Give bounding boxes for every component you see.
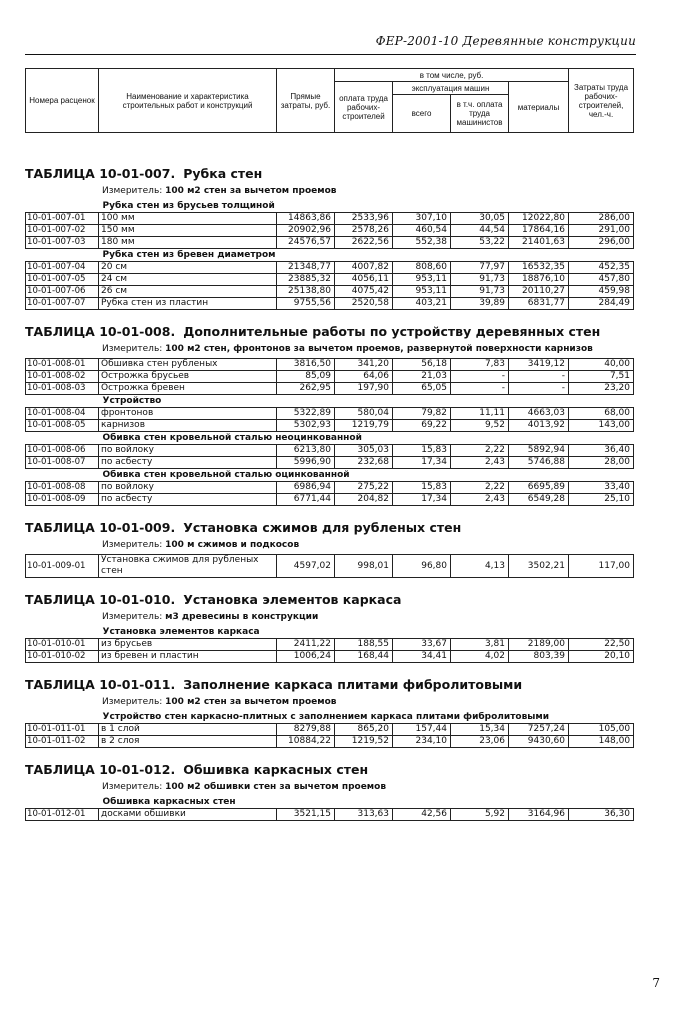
table-number: ТАБЛИЦА 10-01-011. xyxy=(25,677,176,692)
direct-cost: 6213,80 xyxy=(277,445,335,457)
machines-total: 96,80 xyxy=(393,555,451,578)
materials: 6831,77 xyxy=(509,298,569,310)
work-name: Установка сжимов для рубленых стен xyxy=(99,555,277,578)
table-name: Заполнение каркаса плитами фибролитовыми xyxy=(183,677,523,692)
work-name: из бревен и пластин xyxy=(99,651,277,663)
group-heading-row xyxy=(26,249,634,262)
wages: 1219,52 xyxy=(335,736,393,748)
table-row xyxy=(26,736,634,748)
wages: 204,82 xyxy=(335,494,393,506)
machines-total: 15,83 xyxy=(393,445,451,457)
machinist-wages: 11,11 xyxy=(451,408,509,420)
rate-code: 10-01-008-06 xyxy=(26,445,99,457)
table-row xyxy=(26,286,634,298)
measurement-label: Измеритель: xyxy=(102,612,163,622)
group-heading-row xyxy=(26,200,634,213)
table-number: ТАБЛИЦА 10-01-012. xyxy=(25,762,176,777)
work-name: по асбесту xyxy=(99,494,277,506)
labor-hours: 28,00 xyxy=(569,457,634,469)
machines-total: 403,21 xyxy=(393,298,451,310)
wages: 305,03 xyxy=(335,445,393,457)
direct-cost: 3521,15 xyxy=(277,809,335,821)
direct-cost: 6986,94 xyxy=(277,482,335,494)
measurement-unit xyxy=(25,540,633,554)
wages: 2622,56 xyxy=(335,237,393,249)
labor-hours: 284,49 xyxy=(569,298,634,310)
direct-cost: 14863,86 xyxy=(277,213,335,225)
labor-hours: 291,00 xyxy=(569,225,634,237)
table-row xyxy=(26,555,634,578)
rate-code: 10-01-012-01 xyxy=(26,809,99,821)
machines-total: 21,03 xyxy=(393,371,451,383)
machines-total: 42,56 xyxy=(393,809,451,821)
col-materials: материалы xyxy=(509,82,569,133)
group-heading: Устройство xyxy=(26,395,634,408)
materials: 12022,80 xyxy=(509,213,569,225)
machines-total: 15,83 xyxy=(393,482,451,494)
machinist-wages: 7,83 xyxy=(451,359,509,371)
wages: 64,06 xyxy=(335,371,393,383)
work-name: по асбесту xyxy=(99,457,277,469)
work-name: Рубка стен из пластин xyxy=(99,298,277,310)
wages: 4007,82 xyxy=(335,262,393,274)
materials: 3419,12 xyxy=(509,359,569,371)
machines-total: 953,11 xyxy=(393,286,451,298)
wages: 341,20 xyxy=(335,359,393,371)
table-row xyxy=(26,482,634,494)
table-row xyxy=(26,225,634,237)
table-name: Установка сжимов для рубленых стен xyxy=(183,520,462,535)
machines-total: 953,11 xyxy=(393,274,451,286)
table-row xyxy=(26,237,634,249)
group-heading: Обивка стен кровельной сталью неоцинкованной xyxy=(26,432,634,445)
direct-cost: 3816,50 xyxy=(277,359,335,371)
rates-table xyxy=(25,200,634,310)
direct-cost: 24576,57 xyxy=(277,237,335,249)
labor-hours: 296,00 xyxy=(569,237,634,249)
table-name: Обшивка каркасных стен xyxy=(183,762,369,777)
labor-hours: 105,00 xyxy=(569,724,634,736)
machinist-wages: 2,22 xyxy=(451,482,509,494)
labor-hours: 25,10 xyxy=(569,494,634,506)
measurement-label: Измеритель: xyxy=(102,782,163,792)
rate-code: 10-01-011-02 xyxy=(26,736,99,748)
wages: 313,63 xyxy=(335,809,393,821)
rate-code: 10-01-008-05 xyxy=(26,420,99,432)
table-name: Дополнительные работы по устройству деревянных стен xyxy=(183,324,601,339)
work-name: по войлоку xyxy=(99,482,277,494)
work-name: по войлоку xyxy=(99,445,277,457)
wages: 865,20 xyxy=(335,724,393,736)
wages: 168,44 xyxy=(335,651,393,663)
col-group: в том числе, руб. xyxy=(335,69,569,82)
table-name: Рубка стен xyxy=(183,166,263,181)
measurement-unit xyxy=(25,697,633,711)
col-name: Наименование и характеристика строительных работ и конструкций xyxy=(99,69,277,133)
materials: 9430,60 xyxy=(509,736,569,748)
materials: 18876,10 xyxy=(509,274,569,286)
measurement-value: 100 м2 обшивки стен за вычетом проемов xyxy=(165,782,387,792)
table-row xyxy=(26,383,634,395)
direct-cost: 6771,44 xyxy=(277,494,335,506)
machines-total: 234,10 xyxy=(393,736,451,748)
measurement-label: Измеритель: xyxy=(102,697,163,707)
machines-total: 17,34 xyxy=(393,457,451,469)
measurement-unit xyxy=(25,612,633,626)
machinist-wages: 9,52 xyxy=(451,420,509,432)
machinist-wages: 23,06 xyxy=(451,736,509,748)
col-wages: оплата труда рабочих-строителей xyxy=(335,82,393,133)
machinist-wages: 5,92 xyxy=(451,809,509,821)
labor-hours: 40,00 xyxy=(569,359,634,371)
tables-body xyxy=(25,152,633,821)
labor-hours: 117,00 xyxy=(569,555,634,578)
machinist-wages: 91,73 xyxy=(451,274,509,286)
materials: 5892,94 xyxy=(509,445,569,457)
labor-hours: 143,00 xyxy=(569,420,634,432)
materials: 6549,28 xyxy=(509,494,569,506)
group-heading-row xyxy=(26,796,634,809)
rate-code: 10-01-007-04 xyxy=(26,262,99,274)
machines-total: 17,34 xyxy=(393,494,451,506)
table-row xyxy=(26,262,634,274)
table-row xyxy=(26,651,634,663)
rates-table xyxy=(25,796,634,821)
rate-code: 10-01-007-03 xyxy=(26,237,99,249)
materials: 16532,35 xyxy=(509,262,569,274)
machinist-wages: - xyxy=(451,371,509,383)
measurement-value: 100 м2 стен за вычетом проемов xyxy=(165,697,337,707)
machines-total: 157,44 xyxy=(393,724,451,736)
measurement-unit xyxy=(25,782,633,796)
rate-code: 10-01-008-04 xyxy=(26,408,99,420)
measurement-unit xyxy=(25,186,633,200)
col-machines-total: всего xyxy=(393,95,451,133)
table-row xyxy=(26,213,634,225)
direct-cost: 2411,22 xyxy=(277,639,335,651)
page-header: ФЕР-2001-10 Деревянные конструкции xyxy=(375,34,636,48)
rate-code: 10-01-011-01 xyxy=(26,724,99,736)
labor-hours: 23,20 xyxy=(569,383,634,395)
table-row xyxy=(26,371,634,383)
labor-hours: 452,35 xyxy=(569,262,634,274)
machines-total: 307,10 xyxy=(393,213,451,225)
work-name: 26 см xyxy=(99,286,277,298)
table-number: ТАБЛИЦА 10-01-009. xyxy=(25,520,176,535)
table-row xyxy=(26,420,634,432)
rate-code: 10-01-008-02 xyxy=(26,371,99,383)
table-number: ТАБЛИЦА 10-01-010. xyxy=(25,592,176,607)
machinist-wages: 4,13 xyxy=(451,555,509,578)
measurement-unit xyxy=(25,344,633,358)
wages: 2520,58 xyxy=(335,298,393,310)
group-heading-row xyxy=(26,469,634,482)
rate-code: 10-01-008-08 xyxy=(26,482,99,494)
rate-code: 10-01-010-01 xyxy=(26,639,99,651)
table-row xyxy=(26,298,634,310)
materials: 7257,24 xyxy=(509,724,569,736)
measurement-label: Измеритель: xyxy=(102,344,163,354)
wages: 4056,11 xyxy=(335,274,393,286)
machinist-wages: 30,05 xyxy=(451,213,509,225)
labor-hours: 68,00 xyxy=(569,408,634,420)
measurement-value: 100 м2 стен за вычетом проемов xyxy=(165,186,337,196)
direct-cost: 21348,77 xyxy=(277,262,335,274)
materials: - xyxy=(509,383,569,395)
wages: 4075,42 xyxy=(335,286,393,298)
machinist-wages: 53,22 xyxy=(451,237,509,249)
machines-total: 69,22 xyxy=(393,420,451,432)
group-heading-row xyxy=(26,626,634,639)
labor-hours: 148,00 xyxy=(569,736,634,748)
materials: 2189,00 xyxy=(509,639,569,651)
table-title xyxy=(25,152,633,186)
work-name: карнизов xyxy=(99,420,277,432)
group-heading: Рубка стен из бревен диаметром xyxy=(26,249,634,262)
rate-code: 10-01-008-07 xyxy=(26,457,99,469)
direct-cost: 9755,56 xyxy=(277,298,335,310)
wages: 232,68 xyxy=(335,457,393,469)
page-number: 7 xyxy=(652,976,660,990)
table-row xyxy=(26,809,634,821)
machines-total: 79,82 xyxy=(393,408,451,420)
materials: - xyxy=(509,371,569,383)
table-row xyxy=(26,408,634,420)
machinist-wages: 2,43 xyxy=(451,494,509,506)
rates-table xyxy=(25,554,634,578)
rate-code: 10-01-009-01 xyxy=(26,555,99,578)
work-name: Обшивка стен рубленых xyxy=(99,359,277,371)
group-heading-row xyxy=(26,395,634,408)
direct-cost: 4597,02 xyxy=(277,555,335,578)
group-heading: Установка элементов каркаса xyxy=(26,626,634,639)
group-heading: Устройство стен каркасно-плитных с заполнением каркаса плитами фибролитовыми xyxy=(26,711,634,724)
group-heading-row xyxy=(26,711,634,724)
table-row xyxy=(26,457,634,469)
col-machinist-wages: в т.ч. оплата труда машинистов xyxy=(451,95,509,133)
work-name: в 1 слой xyxy=(99,724,277,736)
work-name: 24 см xyxy=(99,274,277,286)
rate-code: 10-01-007-01 xyxy=(26,213,99,225)
direct-cost: 5302,93 xyxy=(277,420,335,432)
measurement-value: 100 м2 стен, фронтонов за вычетом проемов, развернутой поверхности карнизов xyxy=(165,344,593,354)
rate-code: 10-01-007-07 xyxy=(26,298,99,310)
measurement-label: Измеритель: xyxy=(102,186,163,196)
table-row xyxy=(26,494,634,506)
direct-cost: 10884,22 xyxy=(277,736,335,748)
rate-code: 10-01-007-05 xyxy=(26,274,99,286)
rate-code: 10-01-007-02 xyxy=(26,225,99,237)
group-heading: Обшивка каркасных стен xyxy=(26,796,634,809)
rate-code: 10-01-008-03 xyxy=(26,383,99,395)
labor-hours: 7,51 xyxy=(569,371,634,383)
direct-cost: 85,09 xyxy=(277,371,335,383)
labor-hours: 22,50 xyxy=(569,639,634,651)
table-title xyxy=(25,663,633,697)
machinist-wages: 2,43 xyxy=(451,457,509,469)
labor-hours: 459,98 xyxy=(569,286,634,298)
direct-cost: 8279,88 xyxy=(277,724,335,736)
direct-cost: 1006,24 xyxy=(277,651,335,663)
work-name: досками обшивки xyxy=(99,809,277,821)
table-row xyxy=(26,724,634,736)
machines-total: 34,41 xyxy=(393,651,451,663)
materials: 17864,16 xyxy=(509,225,569,237)
work-name: в 2 слоя xyxy=(99,736,277,748)
wages: 197,90 xyxy=(335,383,393,395)
col-code: Номера расценок xyxy=(26,69,99,133)
machinist-wages: 2,22 xyxy=(451,445,509,457)
materials: 803,39 xyxy=(509,651,569,663)
work-name: 20 см xyxy=(99,262,277,274)
measurement-value: 100 м сжимов и подкосов xyxy=(165,540,300,550)
table-title xyxy=(25,310,633,344)
materials: 4663,03 xyxy=(509,408,569,420)
rate-code: 10-01-008-09 xyxy=(26,494,99,506)
table-title xyxy=(25,578,633,612)
direct-cost: 262,95 xyxy=(277,383,335,395)
table-row xyxy=(26,274,634,286)
machinist-wages: 77,97 xyxy=(451,262,509,274)
wages: 275,22 xyxy=(335,482,393,494)
wages: 2578,26 xyxy=(335,225,393,237)
work-name: из брусьев xyxy=(99,639,277,651)
table-number: ТАБЛИЦА 10-01-007. xyxy=(25,166,176,181)
materials: 5746,88 xyxy=(509,457,569,469)
direct-cost: 5322,89 xyxy=(277,408,335,420)
machinist-wages: 3,81 xyxy=(451,639,509,651)
table-row xyxy=(26,639,634,651)
table-title xyxy=(25,748,633,782)
machines-total: 552,38 xyxy=(393,237,451,249)
wages: 188,55 xyxy=(335,639,393,651)
machines-total: 65,05 xyxy=(393,383,451,395)
work-name: Острожка брусьев xyxy=(99,371,277,383)
measurement-value: м3 древесины в конструкции xyxy=(165,612,319,622)
machinist-wages: 44,54 xyxy=(451,225,509,237)
rate-code: 10-01-007-06 xyxy=(26,286,99,298)
column-header xyxy=(25,68,634,133)
col-machines: эксплуатация машин xyxy=(393,82,509,95)
materials: 6695,89 xyxy=(509,482,569,494)
rate-code: 10-01-008-01 xyxy=(26,359,99,371)
materials: 21401,63 xyxy=(509,237,569,249)
materials: 3164,96 xyxy=(509,809,569,821)
direct-cost: 5996,90 xyxy=(277,457,335,469)
header-rule xyxy=(25,54,636,55)
table-row xyxy=(26,359,634,371)
rates-table xyxy=(25,358,634,506)
labor-hours: 457,80 xyxy=(569,274,634,286)
labor-hours: 36,40 xyxy=(569,445,634,457)
materials: 3502,21 xyxy=(509,555,569,578)
labor-hours: 286,00 xyxy=(569,213,634,225)
machinist-wages: - xyxy=(451,383,509,395)
labor-hours: 36,30 xyxy=(569,809,634,821)
materials: 4013,92 xyxy=(509,420,569,432)
machinist-wages: 91,73 xyxy=(451,286,509,298)
wages: 580,04 xyxy=(335,408,393,420)
rates-table xyxy=(25,711,634,748)
group-heading-row xyxy=(26,432,634,445)
group-heading: Рубка стен из брусьев толщиной xyxy=(26,200,634,213)
machines-total: 56,18 xyxy=(393,359,451,371)
measurement-label: Измеритель: xyxy=(102,540,163,550)
table-name: Установка элементов каркаса xyxy=(183,592,402,607)
machines-total: 33,67 xyxy=(393,639,451,651)
work-name: Острожка бревен xyxy=(99,383,277,395)
wages: 998,01 xyxy=(335,555,393,578)
col-labor: Затраты труда рабочих-строителей, чел.-ч. xyxy=(569,69,634,133)
table-title xyxy=(25,506,633,540)
labor-hours: 20,10 xyxy=(569,651,634,663)
wages: 1219,79 xyxy=(335,420,393,432)
direct-cost: 25138,80 xyxy=(277,286,335,298)
table-number: ТАБЛИЦА 10-01-008. xyxy=(25,324,176,339)
machines-total: 808,60 xyxy=(393,262,451,274)
col-direct: Прямые затраты, руб. xyxy=(277,69,335,133)
group-heading: Обивка стен кровельной сталью оцинкованной xyxy=(26,469,634,482)
work-name: 150 мм xyxy=(99,225,277,237)
labor-hours: 33,40 xyxy=(569,482,634,494)
machinist-wages: 39,89 xyxy=(451,298,509,310)
machinist-wages: 4,02 xyxy=(451,651,509,663)
direct-cost: 23885,32 xyxy=(277,274,335,286)
wages: 2533,96 xyxy=(335,213,393,225)
rates-table xyxy=(25,626,634,663)
materials: 20110,27 xyxy=(509,286,569,298)
work-name: 180 мм xyxy=(99,237,277,249)
work-name: фронтонов xyxy=(99,408,277,420)
machines-total: 460,54 xyxy=(393,225,451,237)
table-row xyxy=(26,445,634,457)
direct-cost: 20902,96 xyxy=(277,225,335,237)
machinist-wages: 15,34 xyxy=(451,724,509,736)
work-name: 100 мм xyxy=(99,213,277,225)
rate-code: 10-01-010-02 xyxy=(26,651,99,663)
